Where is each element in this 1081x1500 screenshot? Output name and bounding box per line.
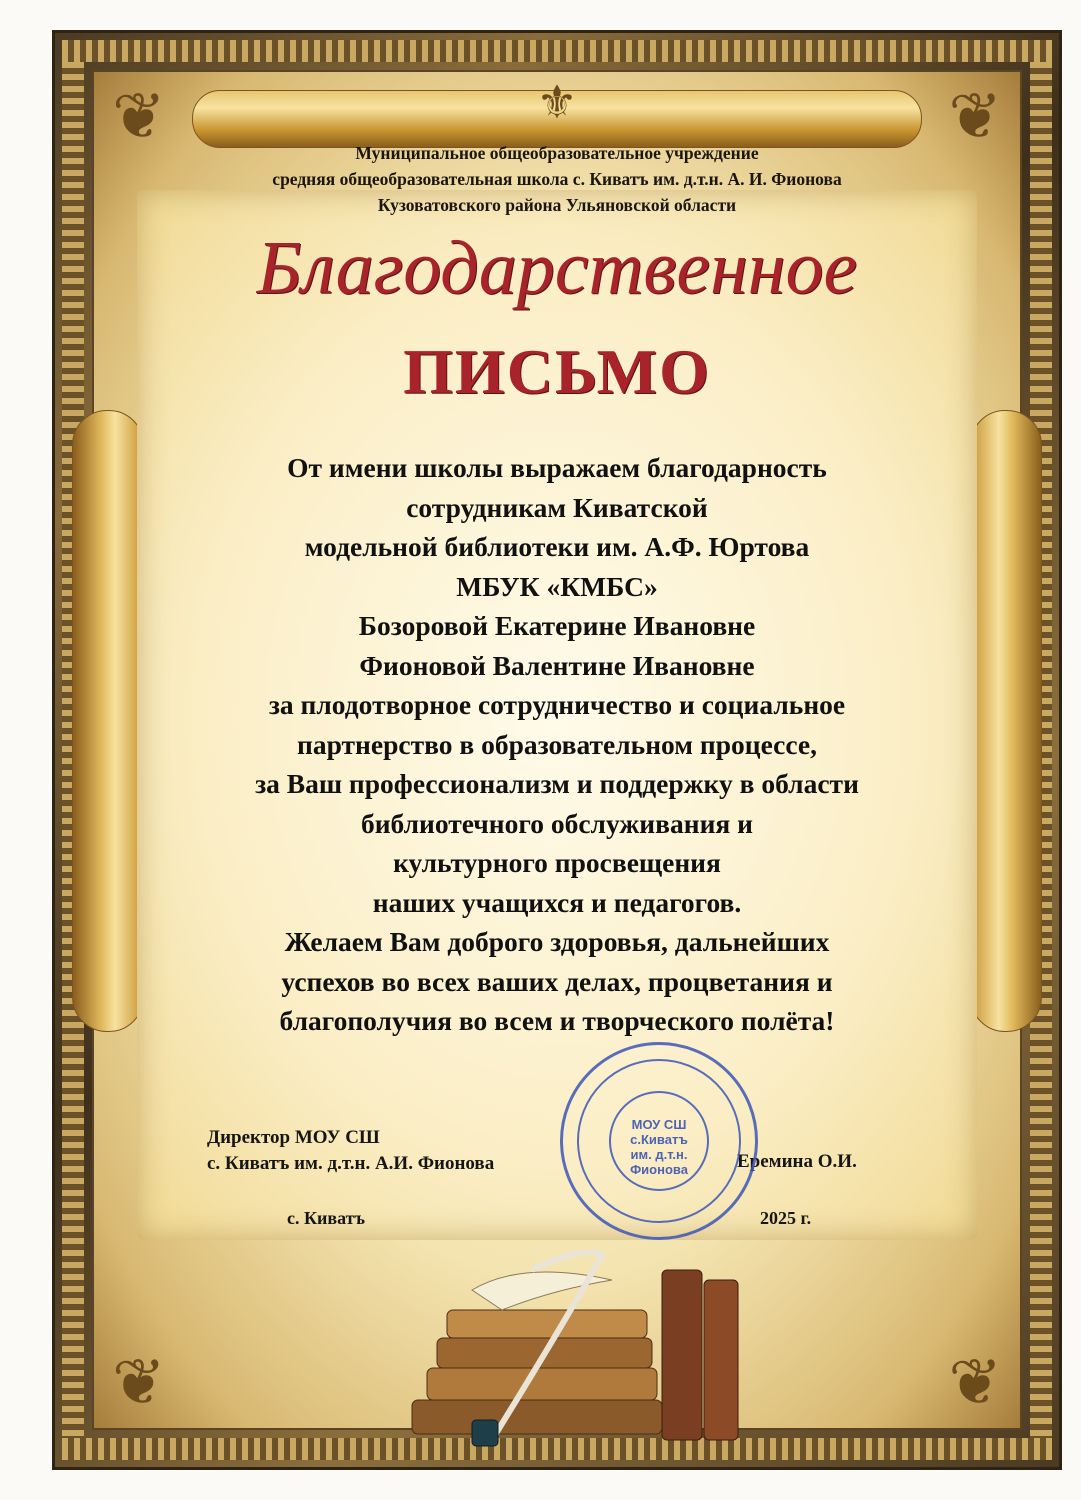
body-line: благополучия во всем и творческого полёта! [279,1005,835,1036]
title-main: Благодарственное [256,226,858,310]
body-line: Желаем Вам доброго здоровья, дальнейших [284,926,830,957]
certificate [52,30,1062,1470]
header-line: Муниципальное общеобразовательное учреждение [355,143,759,163]
corner-ornament-icon: ❦ [948,1347,1002,1418]
title-sub: ПИСЬМО [403,336,711,407]
official-stamp [560,1042,758,1240]
corner-ornament-icon: ❦ [948,81,1002,152]
institution-header [52,140,1062,218]
header-line: Кузоватовского района Ульяновской области [377,195,737,215]
year: 2025 г. [760,1208,812,1228]
stamp-line: им. д.т.н. [630,1147,688,1162]
signature-position: Директор МОУ СШ [207,1127,380,1148]
body-line: успехов во всех ваших делах, процветания и [281,965,833,997]
palmette-ornament-icon: ⚜ [536,77,578,128]
body-line: модельной библиотеки им. А.Ф. Юртова [304,531,810,562]
stamp-center-text [563,1117,755,1177]
body-line: Фионовой Валентине Ивановне [359,649,755,681]
body-line: за плодотворное сотрудничество и социальное [268,689,846,720]
place: с. Киватъ [287,1208,366,1228]
body-line: партнерство в образовательном процессе, [297,728,817,760]
stamp-line: Фионова [630,1162,688,1177]
body-line: за Ваш профессионализм и поддержку в области [255,768,859,799]
body-line: культурного просвещения [393,847,721,878]
signer-name: Еремина О.И. [737,1151,857,1172]
header-line: средняя общеобразовательная школа с. Киватъ им. д.т.н. А. И. Фионова [272,169,842,189]
corner-ornament-icon: ❦ [112,1347,166,1418]
body-line: наших учащихся и педагогов. [372,886,742,918]
body-line: От имени школы выражаем благодарность [287,452,827,483]
body-line: Бозоровой Екатерине Ивановне [358,610,756,641]
certificate-content [52,30,1062,1470]
corner-ornament-icon: ❦ [112,81,166,152]
body-line: сотрудникам Киватской [406,491,708,523]
stamp-line: МОУ СШ [631,1117,687,1132]
signature-block [207,1125,494,1177]
body-line: библиотечного обслуживания и [360,807,754,839]
books-quill-illustration [352,1250,772,1450]
stamp-line: с.Киватъ [630,1132,688,1147]
body-line: МБУК «КМБС» [456,570,658,602]
letter-body [152,448,962,1041]
signature-position: с. Киватъ им. д.т.н. А.И. Фионова [207,1153,495,1174]
